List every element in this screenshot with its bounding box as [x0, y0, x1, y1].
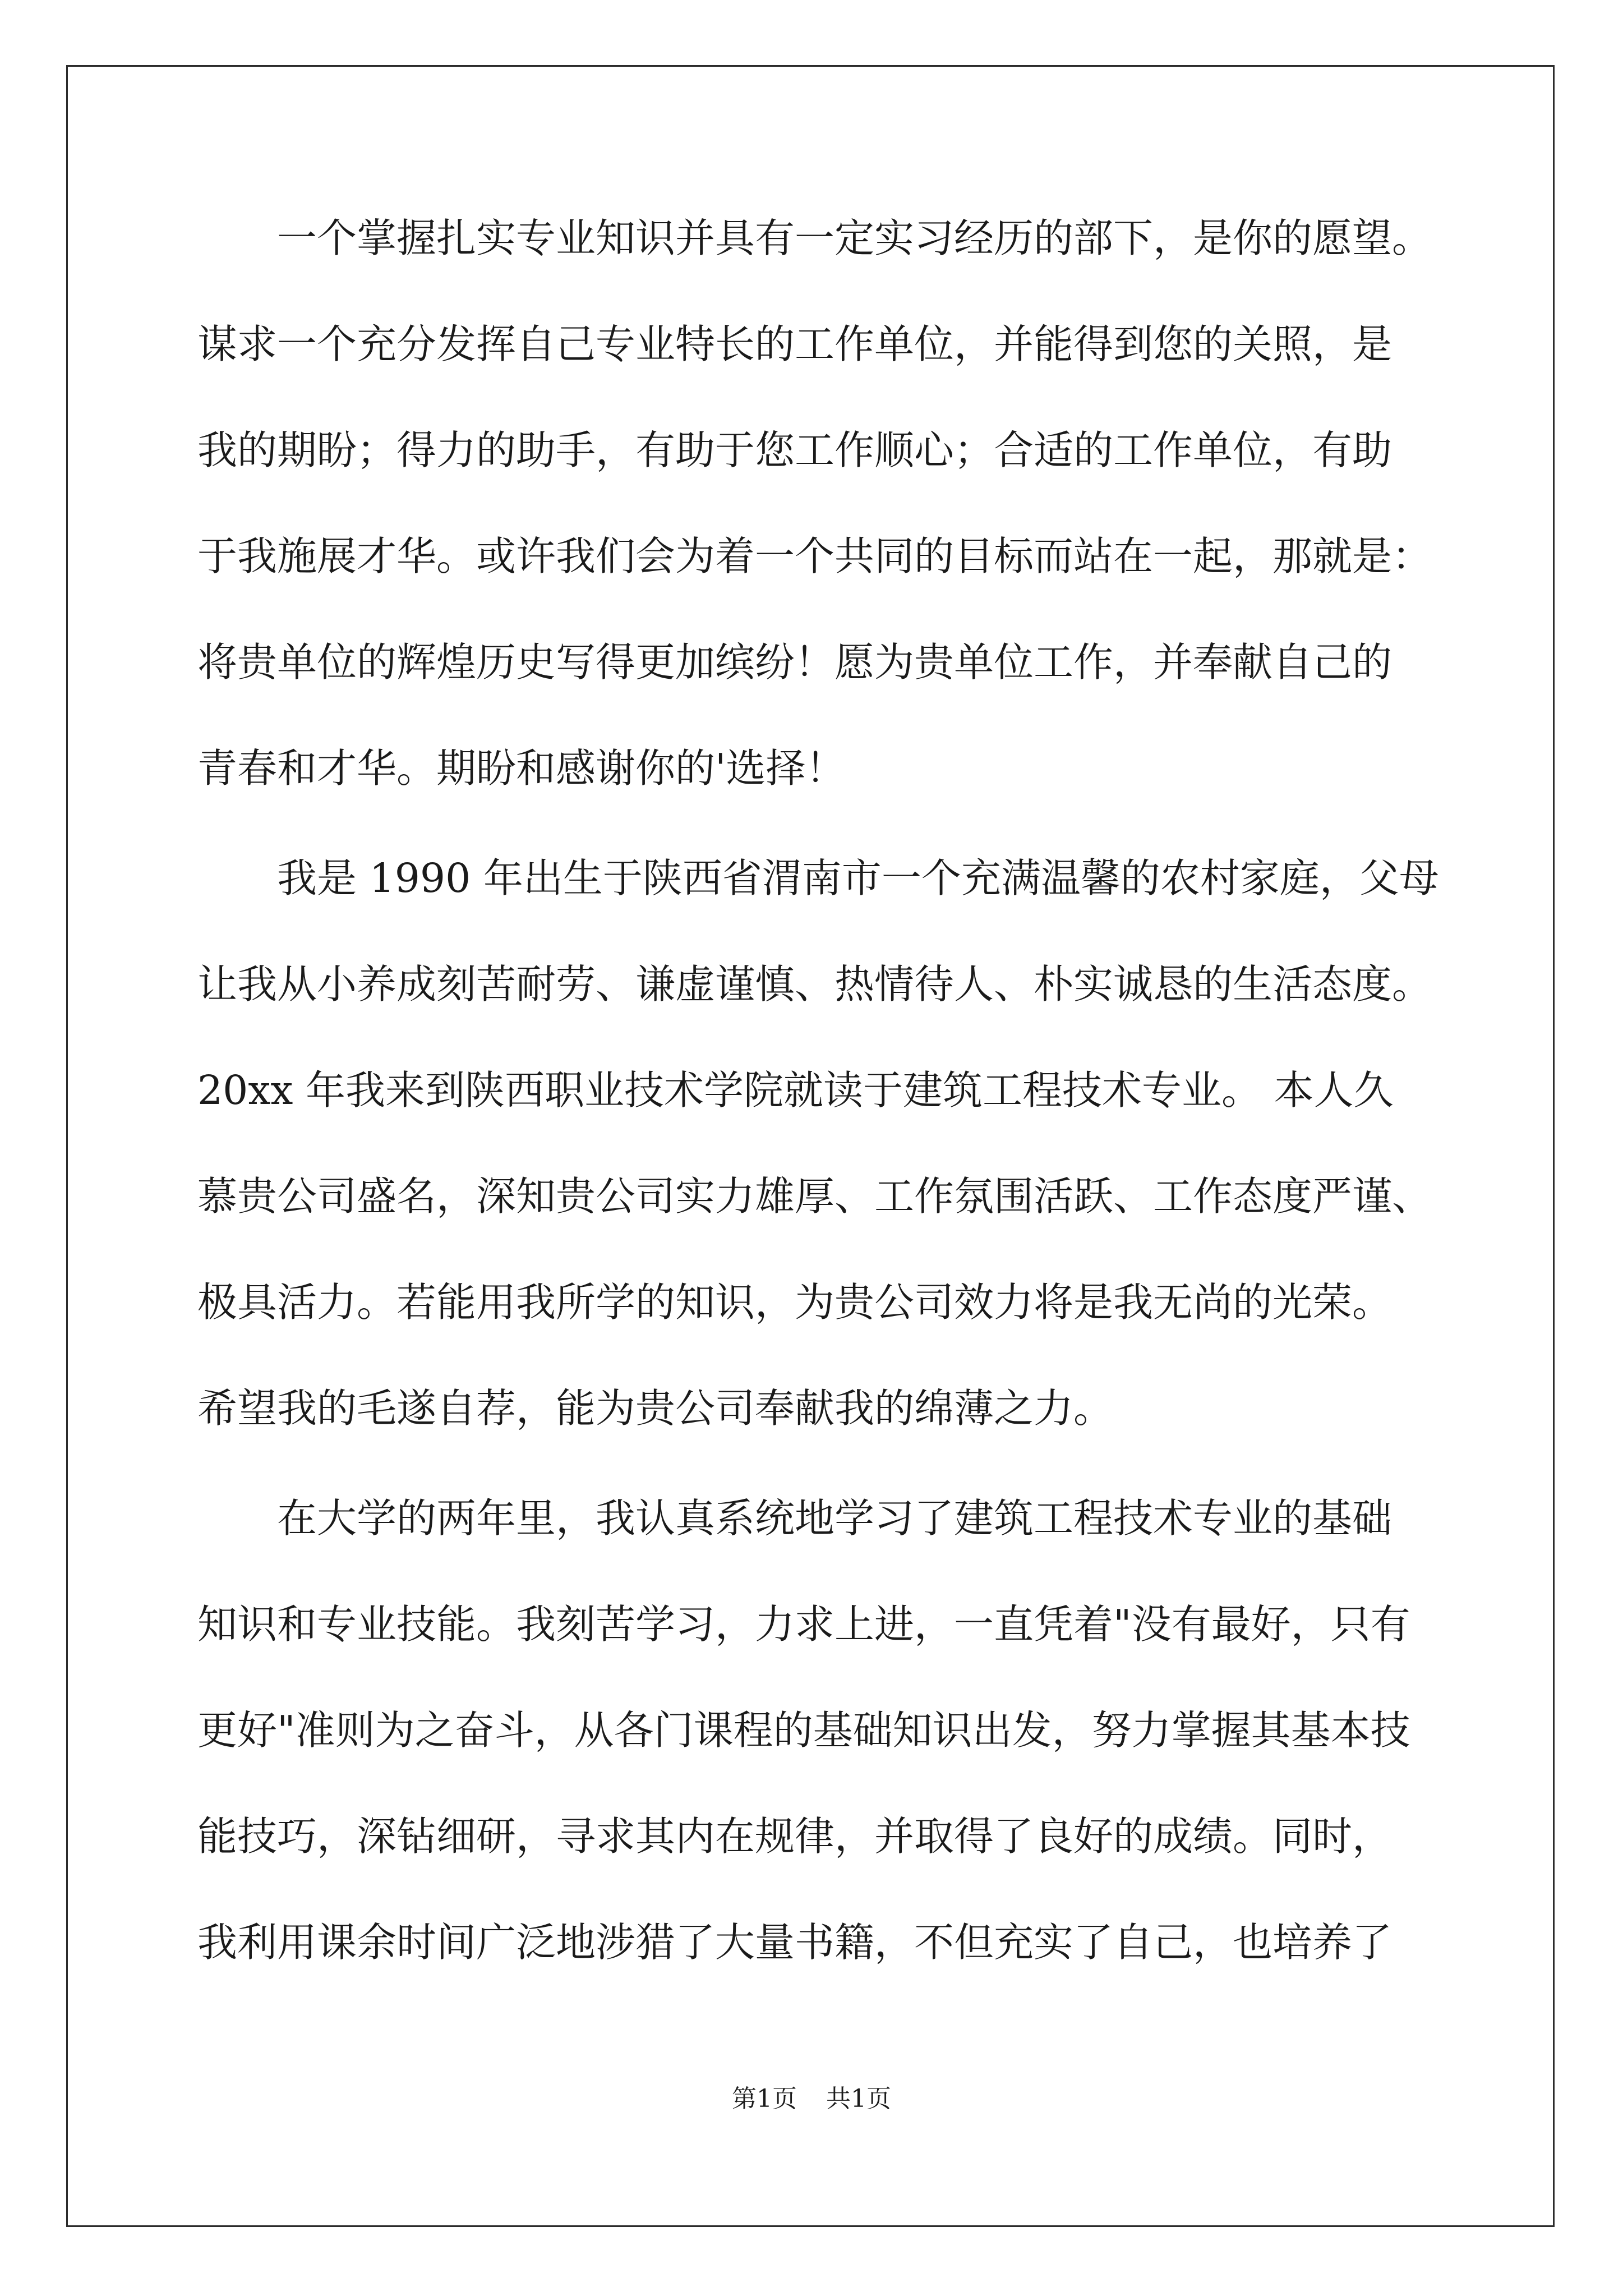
page-total: 共1页: [826, 2085, 891, 2113]
document-body: [197, 185, 1439, 1995]
text-line: 希望我的毛遂自荐，能为贵公司奉献我的绵薄之力。: [197, 1385, 1114, 1432]
text-line: 我的期盼；得力的助手，有助于您工作顺心；合适的工作单位，有助: [197, 427, 1393, 473]
paragraph-spacer: [197, 1461, 1431, 1465]
page-number: 第1页: [732, 2085, 797, 2113]
text-line: 青春和才华。期盼和感谢你的'选择！: [197, 745, 846, 792]
paragraph-3: [197, 1465, 1431, 1995]
text-line: 能技巧，深钻细研，寻求其内在规律，并取得了良好的成绩。同时，: [197, 1813, 1393, 1860]
text-line: 更好"准则为之奋斗，从各门课程的基础知识出发，努力掌握其基本技: [197, 1707, 1410, 1754]
text-line: 慕贵公司盛名，深知贵公司实力雄厚、工作氛围活跃、工作态度严谨、: [197, 1173, 1432, 1220]
page-footer: [0, 2082, 1623, 2116]
text-line: 我是 1990 年出生于陕西省渭南市一个充满温馨的农村家庭，父母: [277, 855, 1439, 901]
paragraph-spacer: [197, 821, 1431, 825]
text-line: 谋求一个充分发挥自己专业特长的工作单位，并能得到您的关照，是: [197, 321, 1393, 367]
paragraph-2: [197, 825, 1439, 1461]
text-line: 将贵单位的辉煌历史写得更加缤纷！愿为贵单位工作，并奉献自己的: [197, 639, 1393, 685]
paragraph-1: [197, 185, 1431, 821]
text-line: 知识和专业技能。我刻苦学习，力求上进，一直凭着"没有最好，只有: [197, 1601, 1410, 1648]
text-line: 于我施展才华。或许我们会为着一个共同的目标而站在一起，那就是：: [197, 533, 1432, 579]
text-line: 极具活力。若能用我所学的知识，为贵公司效力将是我无尚的光荣。: [197, 1279, 1393, 1326]
text-line: 让我从小养成刻苦耐劳、谦虚谨慎、热情待人、朴实诚恳的生活态度。: [197, 961, 1432, 1007]
text-line: 一个掌握扎实专业知识并具有一定实习经历的部下，是你的愿望。: [277, 215, 1432, 261]
text-line: 我利用课余时间广泛地涉猎了大量书籍，不但充实了自己，也培养了: [197, 1919, 1393, 1966]
text-line: 20xx 年我来到陕西职业技术学院就读于建筑工程技术专业。 本人久: [197, 1067, 1394, 1114]
text-line: 在大学的两年里，我认真系统地学习了建筑工程技术专业的基础: [277, 1495, 1393, 1542]
